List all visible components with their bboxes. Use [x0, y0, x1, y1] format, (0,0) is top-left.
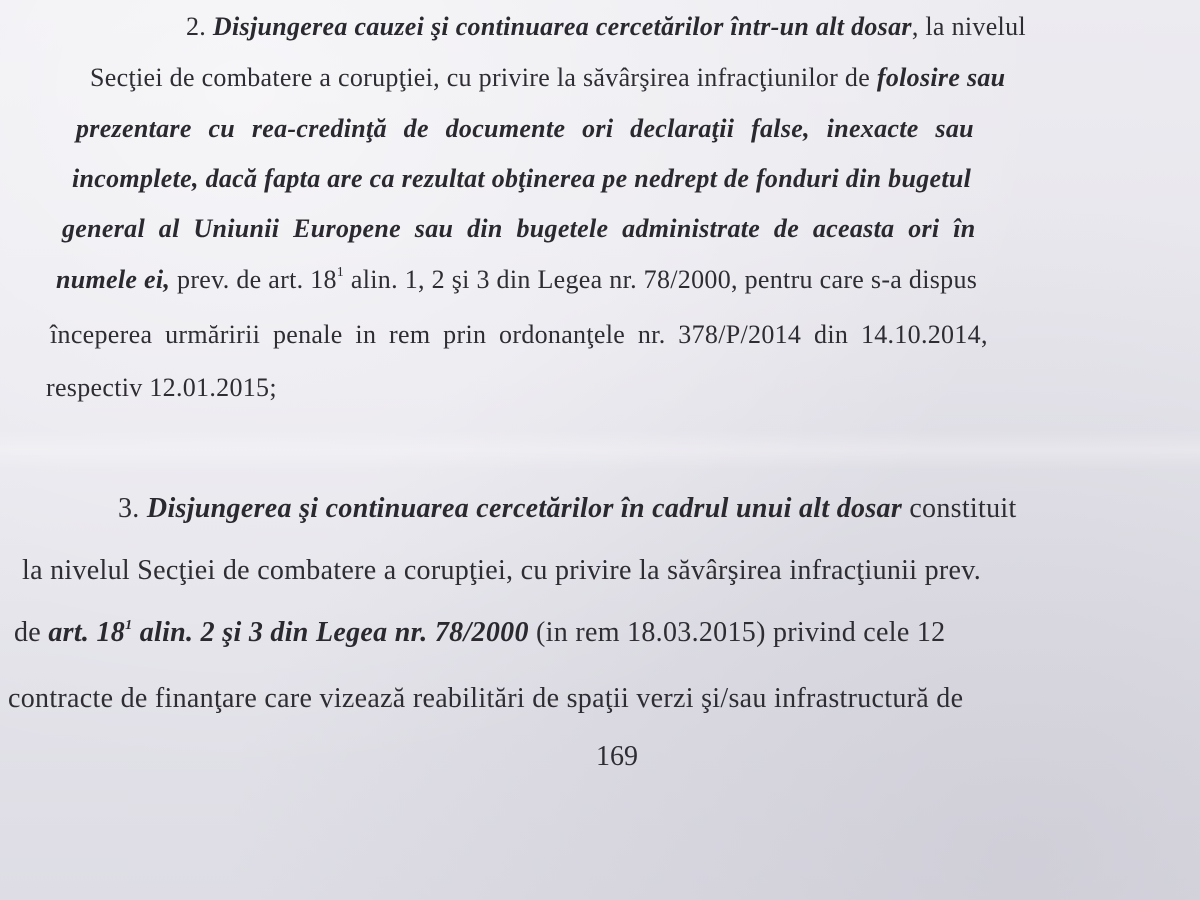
section-2-line-1: 2. Disjungerea cauzei şi continuarea cercetărilor într-un alt dosar, la nivelul [186, 12, 1026, 41]
section-3-line-3: de art. $18^1$ alin. 2 şi 3 din Legea nr. 78/2000 (in rem 18.03.2015) privind cele 12 [14, 617, 946, 648]
section-2-line-5: general al Uniunii Europene sau din bugetele administrate de aceasta ori în [62, 214, 976, 243]
section-3-number: 3. [118, 493, 140, 524]
section-2-number: 2. [186, 12, 207, 41]
section-2-line-3: prezentare cu rea-credinţă de documente ori declaraţii false, inexacte sau [76, 114, 974, 143]
section-2-line-6: numele ei, prev. de art. $18^1$ alin. 1, 2 şi 3 din Legea nr. 78/2000, pentru care s-a dispus [56, 265, 978, 294]
section-2-line-7: începerea urmăririi penale in rem prin ordonanţele nr. 378/P/2014 din 14.10.2014, [50, 320, 988, 349]
page-number: 169 [596, 741, 638, 772]
section-2-line-4: incomplete, dacă fapta are ca rezultat obţinerea pe nedrept de fonduri din bugetul [72, 164, 972, 193]
section-3-line-4: contracte de finanţare care vizează reabilitări de spaţii verzi şi/sau infrastructură de [8, 683, 964, 714]
section-2-line-2: Secţiei de combatere a corupţiei, cu privire la săvârşirea infracţiunilor de folosire sau [90, 63, 1006, 92]
section-3-heading: Disjungerea şi continuarea cercetărilor în cadrul unui alt dosar [146, 493, 903, 524]
section-3-line-2: la nivelul Secţiei de combatere a corupţiei, cu privire la săvârşirea infracţiunii prev. [22, 555, 982, 586]
paper-fold [0, 430, 1200, 470]
section-2-heading: Disjungerea cauzei şi continuarea cercetărilor într-un alt dosar [212, 12, 912, 41]
section-2-line-8: respectiv 12.01.2015; [46, 373, 277, 402]
section-3-line-1: 3. Disjungerea şi continuarea cercetărilor în cadrul unui alt dosar constituit [118, 493, 1017, 524]
